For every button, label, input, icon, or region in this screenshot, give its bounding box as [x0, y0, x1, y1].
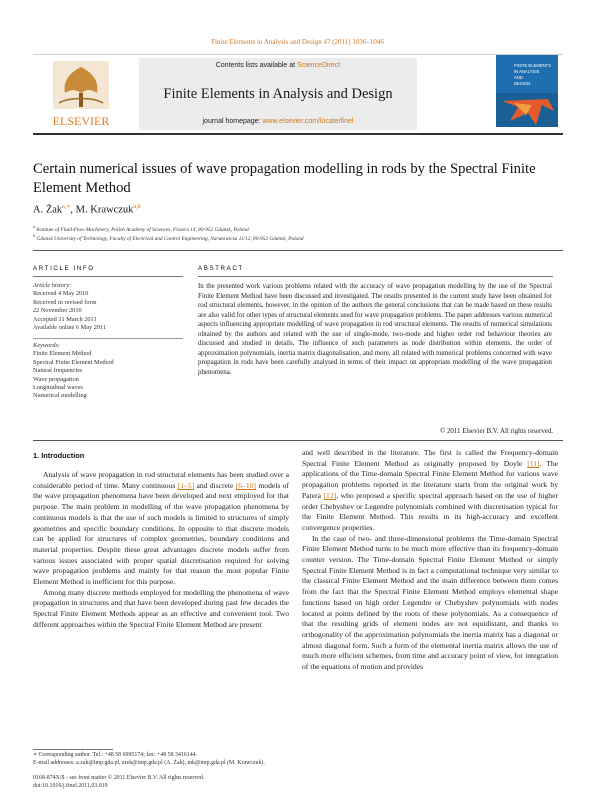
cover-title-line: FINITE ELEMENTS — [514, 63, 551, 68]
sciencedirect-link[interactable]: ScienceDirect — [297, 62, 341, 69]
keywords-label: Keywords: — [33, 342, 61, 349]
history-entry: Accepted 31 March 2011 — [33, 315, 97, 323]
paragraph: and well described in the literature. The first is called the Frequency-domain Spectral Finite Element Method as originally proposed by Doyle [11]. The applications of the Time-domain Spectral Finite Element Method for various wave propagation problems reported in the literature starts from the original work by Patera [12], who proposed a specific spectral approach based on the use of higher order Chebyshev or Legendre polynomials combined with discretisation typical for the Finite Element Method. This results in its high-accuracy and excellent convergence properties. — [302, 448, 559, 532]
paragraph: Among many discrete methods employed for modelling the phenomena of wave propagation in structures and that have been developed during past few decades the Spectral Finite Element Methods appear as an effective and convenient tool. Two different approaches within the Spectral Finite Element Method are present — [33, 587, 289, 629]
keyword: Natural frequencies — [33, 367, 83, 375]
journal-reference: Finite Elements in Analysis and Design 47 (2011) 1036–1046 — [211, 38, 384, 46]
affiliation: $^b$ Gdansk University of Technology, Faculty of Electrical and Control Engineering, Narutowicza 11/12, 80-952 Gdansk, Poland — [33, 233, 304, 242]
homepage-link[interactable]: www.elsevier.com/locate/finel — [262, 118, 354, 125]
journal-cover-image — [496, 55, 558, 127]
keywords — [33, 342, 183, 401]
copyright-notice: © 2011 Elsevier B.V. All rights reserved. — [440, 428, 553, 435]
cover-title-line: DESIGN — [514, 81, 531, 86]
history-label: Article history: — [33, 282, 72, 289]
footnote-corresponding: ∗ Corresponding author. Tel.: +48 58 6995174; fax: +48 58 3416144. — [33, 752, 198, 758]
history-entry: Received 4 May 2010 — [33, 290, 89, 298]
history-entry: 22 November 2010 — [33, 307, 82, 315]
cover-title-line: AND — [514, 75, 523, 80]
right-column — [302, 448, 558, 673]
divider — [33, 250, 563, 251]
contents-line: Contents lists available at ScienceDirect — [215, 62, 341, 69]
affiliation: $^a$ Institute of Fluid-Flow Machinery, Polish Academy of Sciences, Fiszera 14, 80-952 Gdansk, Poland — [33, 224, 249, 233]
footnote-rule — [33, 749, 113, 750]
author-affiliation-mark[interactable]: a,b — [133, 204, 141, 210]
history-entry: Available online 6 May 2011 — [33, 324, 107, 332]
divider — [33, 276, 183, 277]
divider — [33, 440, 563, 441]
citation-link[interactable]: [6–10] — [235, 480, 257, 490]
abstract-text: In the presented work various problems related with the accuracy of wave propagation modelling by the use of the Spectral Finite Element Method have been discussed and investigated. The results presented in the current study have been obtained for rod structural elements, however, in the opinion of the authors the general conclusions that can be made based on these results are also valid for other types of structural elements used for wave propagation problems. The paper addresses various numerical aspects influencing appropriate modelling of wave propagation in rod structural elements. The results of numerical simulations obtained by the authors and related with the use of single-mode, two-mode and higher order rod behaviour theories are discussed and studied in details. The influence of such parameters as node distribution within elements, the order of approximation polynomials, inertia matrix diagonalisation, and more, all related with numerical problems concerned with wave propagation in rods have been carefully analysed in terms of their impact on appropriate modelling of the wave propagation phenomena. — [198, 283, 552, 376]
keyword: Wave propagation — [33, 375, 79, 383]
citation-link[interactable]: [12] — [323, 490, 337, 500]
paragraph: In the case of two- and three-dimensional problems the Time-domain Spectral Finite Element Method turns to be much more effective than its frequency-domain counter version. The Time-domain Spectral Finite Element Method or simply Spectral Finite Element Method is in fact a computational technique very similar to the classical Finite Element Method and the main difference between them comes from the fact that the Spectral Finite Element Method employs elemental shape functions based on high order Legendre or Chebyshev polynomials with nodes located at points defined by the roots of these polynomials. As a consequence of that the resulting grids of element nodes are not equidistant, and thanks to orthogonality of the approximation polynomials the inertia matrix has a diagonal or almost diagonal form. Such a form of the elemental inertia matrix allows the use of much more efficient schemes, from time and accuracy point of view, for integration of the equations of motion and provides — [302, 533, 558, 672]
article-history — [33, 282, 183, 332]
footnote-emails: E-mail addresses: a.zak@imp.gda.pl, arek@imp.gda.pl (A. Żak), mk@imp.gda.pl (M. Krawczuk). — [33, 760, 265, 766]
keyword: Finite Element Method — [33, 350, 92, 358]
publisher-name: ELSEVIER — [52, 114, 110, 128]
citation-link[interactable]: [11] — [527, 458, 540, 468]
keyword: Numerical modelling — [33, 392, 87, 400]
article-info-heading: ARTICLE INFO — [33, 265, 95, 272]
author-name: M. Krawczuk — [75, 204, 134, 216]
abstract-heading: ABSTRACT — [198, 265, 244, 272]
elsevier-logo — [33, 59, 129, 131]
divider — [198, 276, 553, 277]
citation-link[interactable]: [1–5] — [177, 480, 195, 490]
author-name: A. Żak — [33, 204, 63, 216]
journal-title: Finite Elements in Analysis and Design — [163, 86, 393, 102]
journal-homepage: journal homepage: www.elsevier.com/locate/finel — [202, 118, 354, 125]
masthead-center — [139, 58, 417, 130]
divider — [33, 338, 183, 339]
author-list: A. Żak$^{a,∗}$, M. Krawczuk$^{a,b}$ — [33, 204, 141, 216]
paragraph: Analysis of wave propagation in rod structural elements has been studied over a considerable period of time. Many continuous [1–5] and discrete [6–10] models of the wave propagation phenomena have been developed and next employed for that purpose. The main problem in modelling of the wave propagation phenomena by continuous models is that the use of such models is limited to structures of simply geometries and specific boundary conditions. In opposite to that discrete models can be applied for structures of complex geometries, boundary conditions and material properties. Despite these great advantages discrete models suffer from various issues associated with proper spatial discretisation required for solving wave propagation problems and mainly for that reason the most popular Finite Element Method is inefficient for this purpose. — [33, 470, 289, 587]
journal-masthead — [33, 54, 563, 135]
issn-line: 0168-874X/$ - see front matter © 2011 Elsevier B.V. All rights reserved. — [33, 775, 205, 781]
cover-title-line: IN ANALYSIS — [514, 69, 540, 74]
doi-line[interactable]: doi:10.1016/j.finel.2011.03.019 — [33, 783, 108, 789]
history-entry: Received in revised form — [33, 298, 97, 306]
article-title: Certain numerical issues of wave propagation modelling in rods by the Spectral Finite Element Method — [33, 161, 536, 196]
left-column — [33, 470, 289, 631]
section-heading: 1. Introduction — [33, 451, 85, 460]
keyword: Spectral Finite Element Method — [33, 358, 114, 366]
author-affiliation-mark[interactable]: a,∗ — [62, 204, 71, 210]
keyword: Longitudinal waves — [33, 384, 83, 392]
